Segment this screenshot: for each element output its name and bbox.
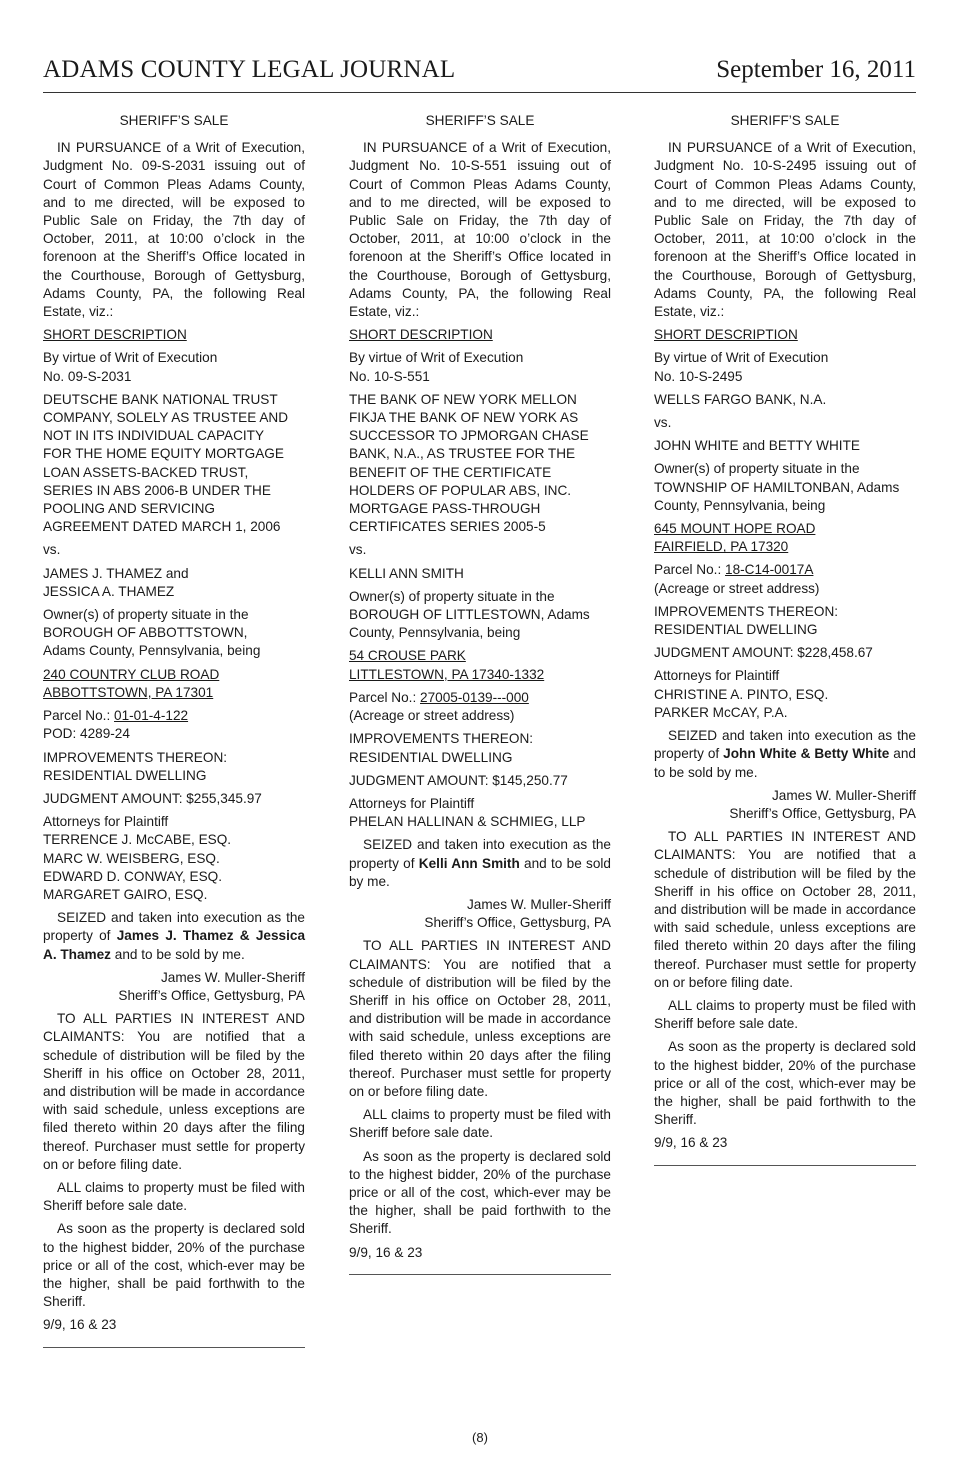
attorneys-line: PARKER McCAY, P.A. [654,704,788,720]
improvements-block [349,730,611,766]
property-address-block [43,666,305,702]
payment-notice: As soon as the property is declared sold to the highest bidder, 20% of the purchase price or all of the cost, which-ever may be the higher, shall be paid forthwith to the Sheriff. [654,1039,916,1128]
notice-column-3 [654,112,916,1166]
attorneys-line: PHELAN HALLINAN & SCHMIEG, LLP [349,814,586,830]
notice-column-1 [43,112,305,1348]
attorneys-block [43,813,305,904]
property-address-line: 645 MOUNT HOPE ROAD [654,521,816,537]
claims-notice: ALL claims to property must be filed with Sheriff before sale date. [349,1107,611,1141]
notice-intro: IN PURSUANCE of a Writ of Execution, Judgment No. 10-S-2495 issuing out of Court of Common Pleas Adams County, and to me directed, will be exposed to Public Sale on Friday, the 7th day of October, 2011, at 10:00 o’clock in the forenoon at the Sheriff’s Office located in the Courthouse, Borough of Gettysburg, Adams County, PA, the following Real Estate, viz.: [654,140,916,320]
owner-text-line: Owner(s) of property situate in the [43,607,249,623]
masthead [43,52,916,93]
improvements-line: RESIDENTIAL DWELLING [349,749,513,765]
improvements-line: IMPROVEMENTS THEREON: [43,749,228,765]
defendant-line: JESSICA A. THAMEZ [43,583,175,599]
short-description-label: SHORT DESCRIPTION [654,327,798,343]
owner-text-block [349,588,611,643]
sheriff-signature-line: James W. Muller-Sheriff [771,787,916,803]
writ-line-block [43,349,305,385]
attorneys-line: Attorneys for Plaintiff [43,814,169,830]
owner-text-block [654,460,916,515]
parcel-extra: POD: 4289-24 [43,726,130,742]
plaintiff-block [43,391,305,537]
column-end-rule [43,1347,305,1348]
attorneys-line: Attorneys for Plaintiff [349,795,475,811]
plaintiff-line: WELLS FARGO BANK, N.A. [654,391,827,407]
sheriff-signature-line: Sheriff’s Office, Gettysburg, PA [424,915,611,931]
property-address-block [349,647,611,683]
owner-text-block [43,606,305,661]
publication-dates: 9/9, 16 & 23 [43,1317,117,1333]
defendant-block [654,437,916,455]
property-address-line: LITTLESTOWN, PA 17340-1332 [349,666,545,682]
seized-text-post: and to be sold by me. [110,946,245,962]
defendant-block [43,565,305,601]
improvements-line: IMPROVEMENTS THEREON: [654,603,839,619]
issue-date: September 16, 2011 [716,56,916,83]
judgment-amount: JUDGMENT AMOUNT: $228,458.67 [654,645,873,661]
plaintiff-line: LOAN ASSETS-BACKED TRUST, [43,464,249,480]
payment-notice: As soon as the property is declared sold to the highest bidder, 20% of the purchase price or all of the cost, which-ever may be the higher, shall be paid forthwith to the Sheriff. [43,1221,305,1310]
page-number: (8) [472,1430,488,1445]
defendant-block [349,565,611,583]
defendant-name-bold: John White & Betty White [723,746,890,762]
attorneys-line: TERRENCE J. McCABE, ESQ. [43,832,232,848]
plaintiff-line: COMPANY, SOLELY AS TRUSTEE AND [43,410,289,426]
seized-text-pre: SEIZED and taken into execution as the property of [43,910,305,944]
attorneys-line: Attorneys for Plaintiff [654,668,780,684]
column-end-rule [654,1165,916,1166]
plaintiff-line: HOLDERS OF POPULAR ABS, INC. [349,482,572,498]
claims-notice: ALL claims to property must be filed with Sheriff before sale date. [654,997,916,1032]
notice-heading: SHERIFF’S SALE [730,113,840,128]
parcel-number: 27005-0139---000 [420,689,529,705]
sheriff-signature-line: Sheriff’s Office, Gettysburg, PA [118,987,305,1003]
short-description-label: SHORT DESCRIPTION [43,327,187,343]
notice-heading: SHERIFF’S SALE [119,113,229,128]
sheriff-signature-line: James W. Muller-Sheriff [466,896,611,912]
property-address-line: ABBOTTSTOWN, PA 17301 [43,684,214,700]
versus-label: vs. [349,542,367,558]
claims-notice: ALL claims to property must be filed with Sheriff before sale date. [43,1179,305,1214]
writ-line-line: No. 10-S-2495 [654,368,743,384]
attorneys-line: CHRISTINE A. PINTO, ESQ. [654,686,829,702]
writ-line-line: By virtue of Writ of Execution [43,350,218,366]
improvements-line: IMPROVEMENTS THEREON: [349,731,534,747]
plaintiff-line: CERTIFICATES SERIES 2005-5 [349,519,546,535]
seized-statement [654,727,916,782]
notice-heading: SHERIFF’S SALE [425,113,535,128]
owner-text-line: County, Pennsylvania, being [654,497,826,513]
payment-notice: As soon as the property is declared sold to the highest bidder, 20% of the purchase price or all of the cost, which-ever may be the higher, shall be paid forthwith to the Sheriff. [349,1148,611,1237]
distribution-notice: TO ALL PARTIES IN INTEREST AND CLAIMANTS: You are notified that a schedule of distribution will be filed by the Sheriff in his office on October 28, 2011, and distribution will be made in accordance with said schedule, unless exceptions are filed thereto within 20 days after the filing thereof. Purchaser must settle for property on or before filing date. [654,829,916,990]
plaintiff-line: SERIES IN ABS 2006-B UNDER THE [43,482,271,498]
parcel-number: 18-C14-0017A [725,562,814,578]
versus-label: vs. [43,542,61,558]
plaintiff-line: BENEFIT OF THE CERTIFICATE [349,464,552,480]
parcel-extra: (Acreage or street address) [654,580,820,596]
journal-title: ADAMS COUNTY LEGAL JOURNAL [43,56,456,83]
owner-text-line: County, Pennsylvania, being [349,625,521,641]
plaintiff-line: POOLING AND SERVICING [43,501,215,517]
improvements-block [654,603,916,639]
versus-label: vs. [654,415,672,431]
seized-text-post: and to be sold by me. [349,855,611,889]
sheriff-signature-line: Sheriff’s Office, Gettysburg, PA [729,805,916,821]
defendant-line: JOHN WHITE and BETTY WHITE [654,438,860,454]
writ-line-line: No. 09-S-2031 [43,368,132,384]
property-address-line: 240 COUNTRY CLUB ROAD [43,666,220,682]
plaintiff-line: FIKJA THE BANK OF NEW YORK AS [349,410,579,426]
sheriff-signature-block [654,787,916,823]
plaintiff-line: FOR THE HOME EQUITY MORTGAGE [43,446,284,462]
parcel-number-block [43,707,305,743]
sheriff-signature-block [43,969,305,1005]
parcel-number: 01-01-4-122 [114,708,189,724]
owner-text-line: BOROUGH OF LITTLESTOWN, Adams [349,607,590,623]
attorneys-block [349,795,611,831]
plaintiff-line: AGREEMENT DATED MARCH 1, 2006 [43,519,281,535]
plaintiff-block [349,391,611,537]
seized-text-pre: SEIZED and taken into execution as the property of [654,728,916,762]
distribution-notice: TO ALL PARTIES IN INTEREST AND CLAIMANTS: You are notified that a schedule of distribution will be filed by the Sheriff in his office on October 28, 2011, and distribution will be made in accordance with said schedule, unless exceptions are filed thereto within 20 days after the filing thereof. Purchaser must settle for property on or before filing date. [43,1011,305,1172]
writ-line-line: By virtue of Writ of Execution [349,350,524,366]
parcel-extra: (Acreage or street address) [349,708,515,724]
parcel-number-block [349,689,611,725]
plaintiff-line: BANK, N.A., AS TRUSTEE FOR THE [349,446,576,462]
plaintiff-line: NOT IN ITS INDIVIDUAL CAPACITY [43,428,265,444]
writ-line-line: By virtue of Writ of Execution [654,350,829,366]
column-end-rule [349,1274,611,1275]
improvements-line: RESIDENTIAL DWELLING [654,622,818,638]
parcel-label: Parcel No.: [43,708,115,724]
parcel-number-block [654,561,916,597]
property-address-line: 54 CROUSE PARK [349,648,466,664]
owner-text-line: Owner(s) of property situate in the [654,461,860,477]
plaintiff-line: MORTGAGE PASS-THROUGH [349,501,541,517]
notice-column-2 [349,112,611,1275]
attorneys-line: EDWARD D. CONWAY, ESQ. [43,868,223,884]
improvements-line: RESIDENTIAL DWELLING [43,767,207,783]
short-description-label: SHORT DESCRIPTION [349,327,493,343]
plaintiff-line: DEUTSCHE BANK NATIONAL TRUST [43,391,278,407]
plaintiff-line: SUCCESSOR TO JPMORGAN CHASE [349,428,589,444]
plaintiff-line: THE BANK OF NEW YORK MELLON [349,391,577,407]
defendant-name-bold: James J. Thamez & Jessica A. Thamez [43,928,305,962]
distribution-notice: TO ALL PARTIES IN INTEREST AND CLAIMANTS: You are notified that a schedule of distribution will be filed by the Sheriff in his office on October 28, 2011, and distribution will be made in accordance with said schedule, unless exceptions are filed thereto within 20 days after the filing thereof. Purchaser must settle for property on or before filing date. [349,938,611,1099]
parcel-line [349,689,611,707]
judgment-amount: JUDGMENT AMOUNT: $255,345.97 [43,790,262,806]
writ-line-line: No. 10-S-551 [349,368,430,384]
judgment-amount: JUDGMENT AMOUNT: $145,250.77 [349,772,568,788]
plaintiff-block [654,391,916,409]
owner-text-line: BOROUGH OF ABBOTTSTOWN, [43,625,248,641]
parcel-label: Parcel No.: [349,689,421,705]
defendant-line: JAMES J. THAMEZ and [43,565,189,581]
sheriff-signature-block [349,896,611,932]
owner-text-line: Owner(s) of property situate in the [349,588,555,604]
property-address-block [654,520,916,556]
improvements-block [43,749,305,785]
writ-line-block [349,349,611,385]
owner-text-line: Adams County, Pennsylvania, being [43,643,261,659]
defendant-name-bold: Kelli Ann Smith [418,855,520,871]
defendant-line: KELLI ANN SMITH [349,565,464,581]
seized-text-pre: SEIZED and taken into execution as the property of [349,837,611,871]
notice-intro: IN PURSUANCE of a Writ of Execution, Judgment No. 09-S-2031 issuing out of Court of Common Pleas Adams County, and to me directed, will be exposed to Public Sale on Friday, the 7th day of October, 2011, at 10:00 o’clock in the forenoon at the Sheriff’s Office located in the Courthouse, Borough of Gettysburg, Adams County, PA, the following Real Estate, viz.: [43,140,305,320]
attorneys-line: MARC W. WEISBERG, ESQ. [43,850,220,866]
sheriff-signature-line: James W. Muller-Sheriff [160,969,305,985]
publication-dates: 9/9, 16 & 23 [654,1135,728,1151]
parcel-line [43,707,305,725]
seized-statement [349,836,611,891]
publication-dates: 9/9, 16 & 23 [349,1244,423,1260]
attorneys-line: MARGARET GAIRO, ESQ. [43,886,208,902]
parcel-label: Parcel No.: [654,562,726,578]
owner-text-line: TOWNSHIP OF HAMILTONBAN, Adams [654,479,900,495]
notice-intro: IN PURSUANCE of a Writ of Execution, Judgment No. 10-S-551 issuing out of Court of Common Pleas Adams County, and to me directed, will be exposed to Public Sale on Friday, the 7th day of October, 2011, at 10:00 o’clock in the forenoon at the Sheriff’s Office located in the Courthouse, Borough of Gettysburg, Adams County, PA, the following Real Estate, viz.: [349,140,611,320]
writ-line-block [654,349,916,385]
attorneys-block [654,667,916,722]
seized-statement [43,909,305,964]
property-address-line: FAIRFIELD, PA 17320 [654,539,789,555]
seized-text-post: and to be sold by me. [654,746,916,780]
parcel-line [654,561,916,579]
